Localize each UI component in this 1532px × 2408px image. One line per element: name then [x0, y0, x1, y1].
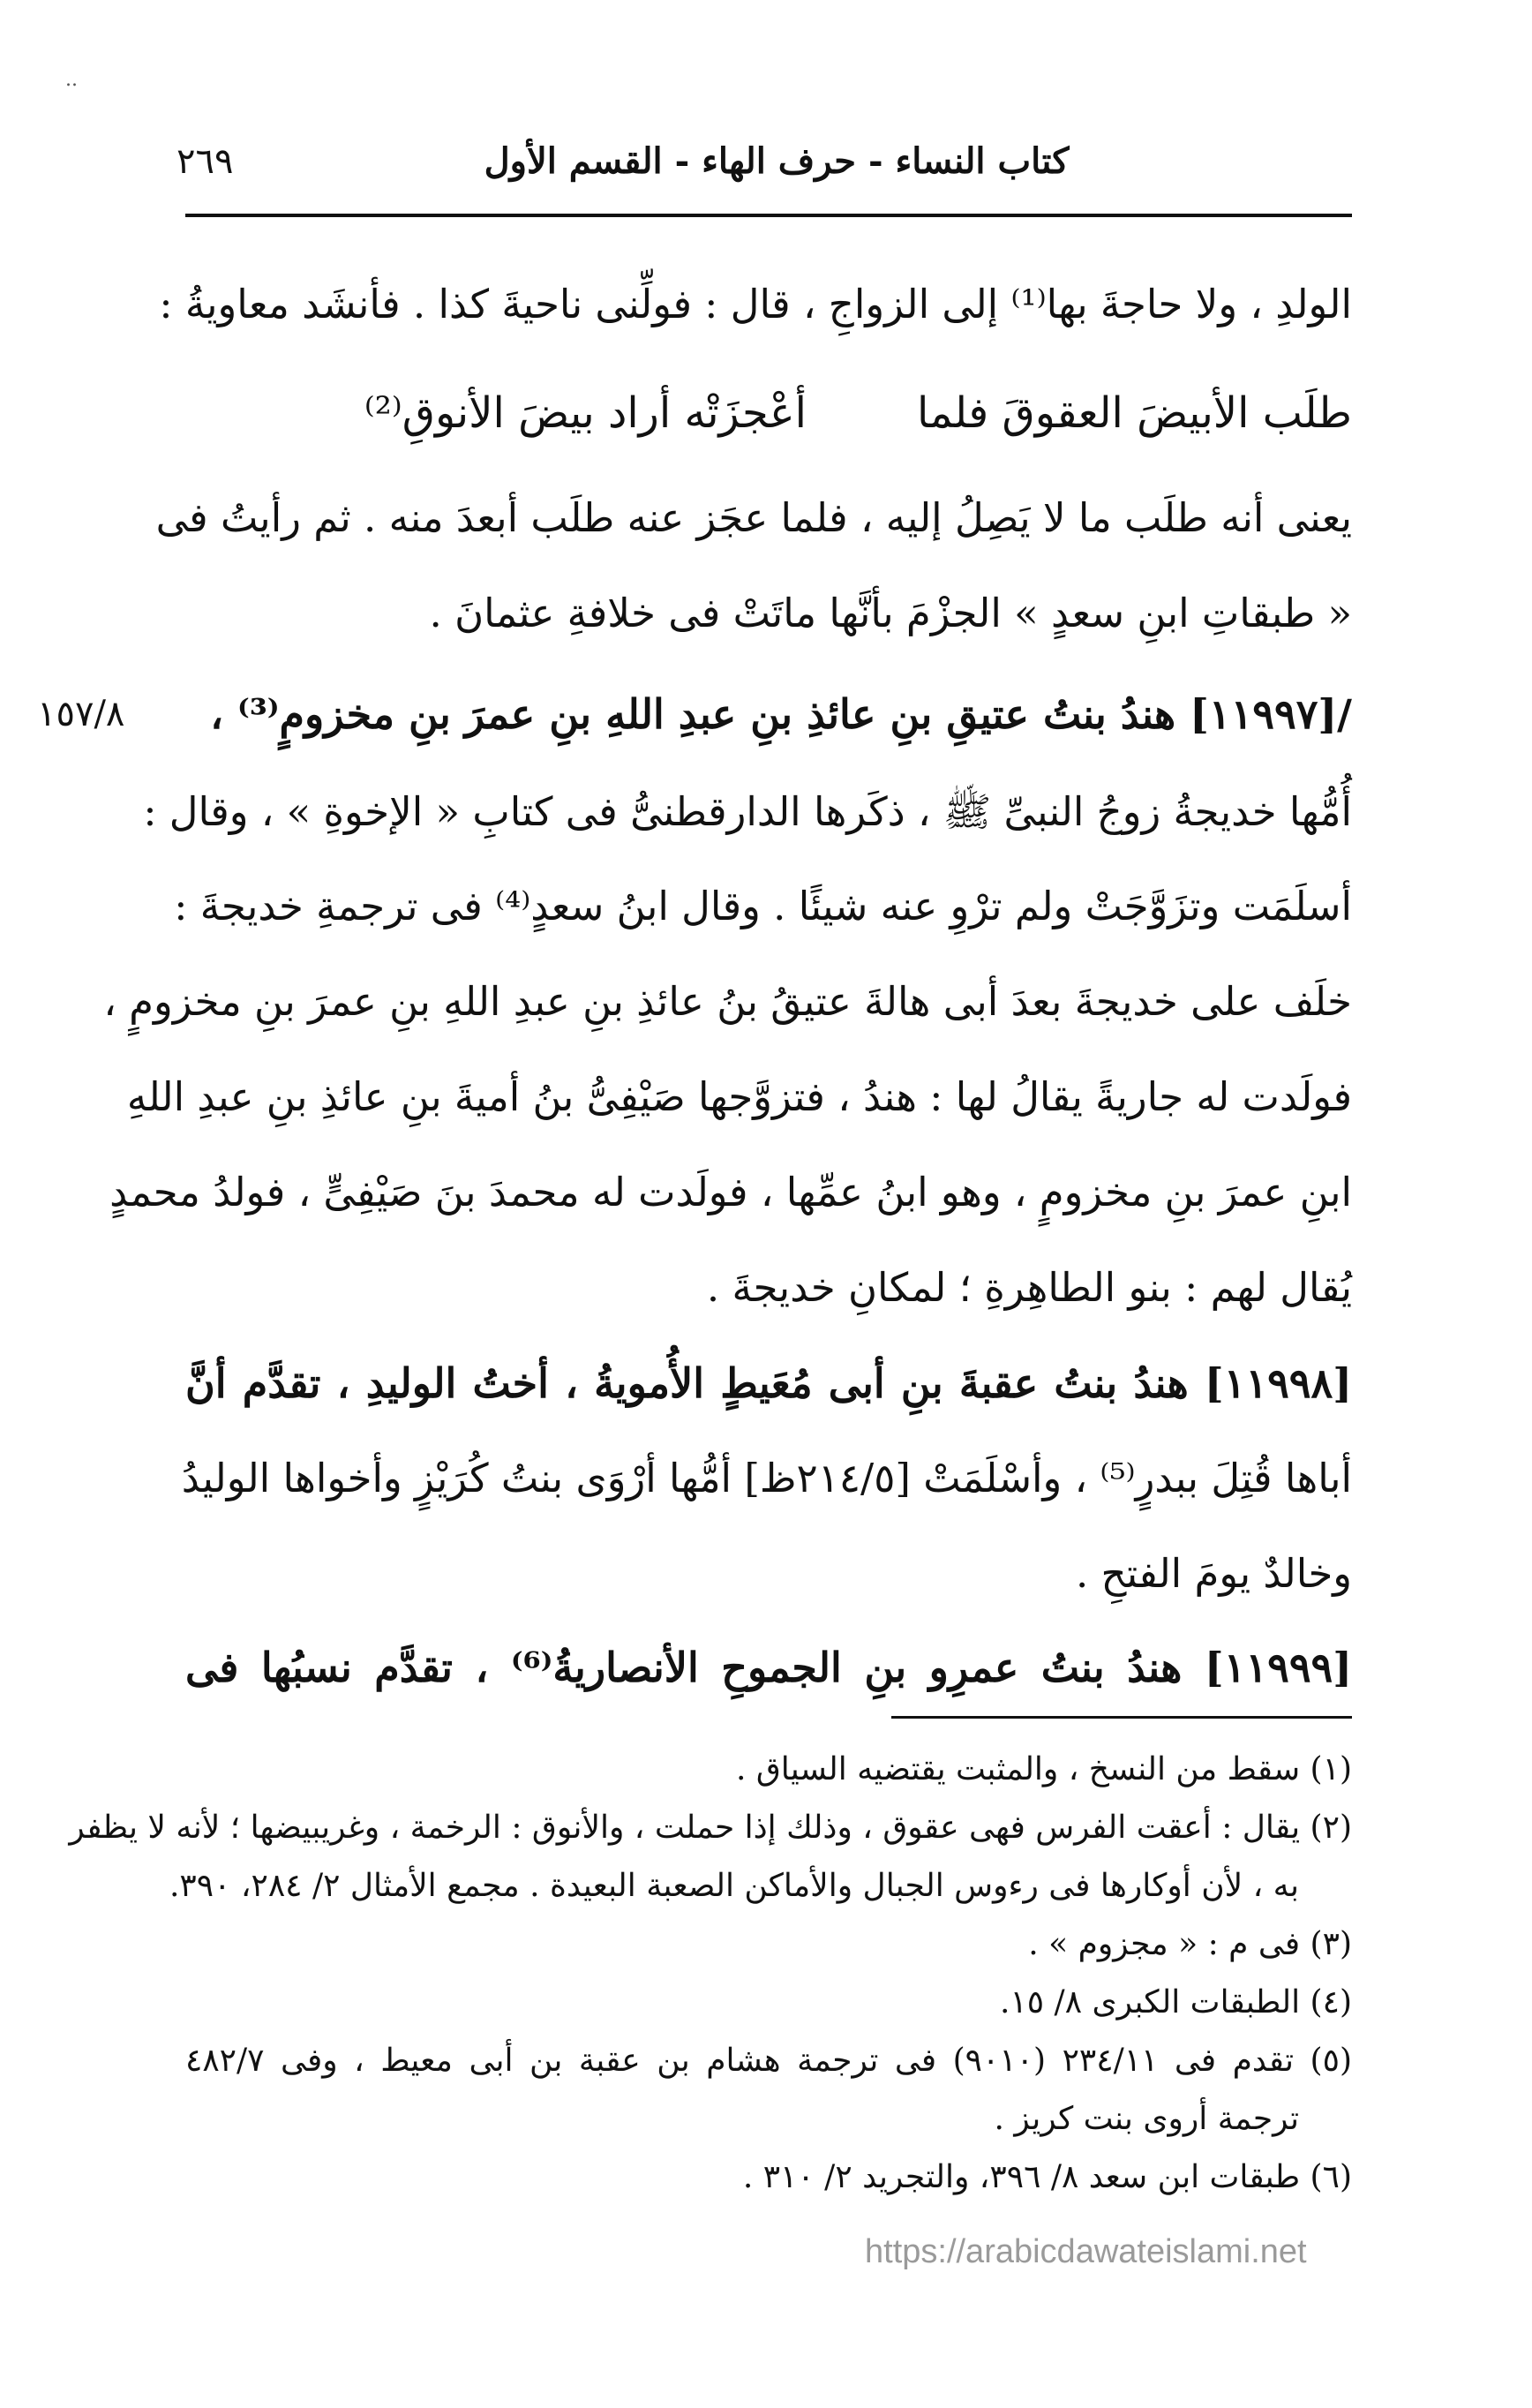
footnote-rule — [891, 1716, 1352, 1719]
verse-hemistich-left: أعْجزَتْه أراد بيضَ الأنوقِ⁽²⁾ — [364, 388, 807, 438]
footnote-2-cont: به ، لأن أوكارها فى رءوس الجبال والأماكن الصعبة البعيدة . مجمع الأمثال ٢/ ٢٨٤، ٣٩٠. — [169, 1868, 1299, 1904]
text-line: ابنِ عمرَ بنِ مخزومٍ ، وهو ابنُ عمِّها ، فولَدت له محمدَ بنَ صَيْفِىٍّ ، فولدُ محمدٍ — [109, 1169, 1352, 1215]
text-line: أباها قُتِلَ ببدرٍ⁽⁵⁾ ، وأسْلَمَتْ [٢١٤/٥ظ] أمُّها أرْوَى بنتُ كُرَيْزٍ وأخواها الوليدُ — [181, 1455, 1352, 1501]
text-line: خلَف على خديجةَ بعدَ أبى هالةَ عتيقُ بنُ عائذِ بنِ عبدِ اللهِ بنِ عمرَ بنِ مخزومٍ ، — [103, 978, 1352, 1025]
text-line: يُقال لهم : بنو الطاهِرةِ ؛ لمكانِ خديجةَ . — [706, 1264, 1352, 1311]
text-line: وخالدٌ يومَ الفتحِ . — [1075, 1550, 1352, 1597]
page-number: ٢٦٩ — [176, 141, 234, 182]
verse-hemistich-right: طلَب الأبيضَ العقوقَ فلما — [916, 388, 1352, 438]
text-line: الولدِ ، ولا حاجةَ بها⁽¹⁾ إلى الزواجِ ، قال : فولِّنى ناحيةَ كذا . فأنشَد معاويةُ : — [159, 281, 1352, 327]
entry-heading-11999: [١١٩٩٩] هندُ بنتُ عمرِو بنِ الجموحِ الأنصاريةُ⁽⁶⁾ ، تقدَّم نسبُها فى — [185, 1644, 1353, 1691]
footnote-6: (٦) طبقات ابن سعد ٨/ ٣٩٦، والتجريد ٢/ ٣١٠ . — [742, 2159, 1352, 2195]
text-line: أسلَمَت وتزَوَّجَتْ ولم ترْوِ عنه شيئًا . وقال ابنُ سعدٍ⁽⁴⁾ فى ترجمةِ خديجةَ : — [174, 883, 1352, 929]
header-rule — [185, 214, 1352, 217]
text-line: أُمُّها خديجةُ زوجُ النبىِّ ﷺ ، ذكَرها الدارقطنىُّ فى كتابِ « الإخوةِ » ، وقال : — [143, 788, 1352, 835]
footnote-1: (١) سقط من النسخ ، والمثبت يقتضيه السياق . — [735, 1751, 1352, 1787]
text-line: يعنى أنه طلَب ما لا يَصِلُ إليه ، فلما عجَز عنه طلَب أبعدَ منه . ثم رأيتُ فى — [155, 494, 1352, 541]
entry-heading-11997: /[١١٩٩٧] هندُ بنتُ عتيقِ بنِ عائذِ بنِ عبدِ اللهِ بنِ عمرَ بنِ مخزومٍ⁽³⁾ ، — [210, 690, 1352, 738]
entry-heading-11998: [١١٩٩٨] هندُ بنتُ عقبةَ بنِ أبى مُعَيطٍ الأُمويةُ ، أختُ الوليدِ ، تقدَّم أنَّ — [185, 1359, 1352, 1407]
margin-reference: ١٥٧/٨ — [37, 694, 125, 734]
footnote-5: (٥) تقدم فى ٢٣٤/١١ (٩٠١٠) فى ترجمة هشام بن عقبة بن أبى معيط ، وفى ٤٨٢/٧ — [185, 2043, 1352, 2079]
text-line: « طبقاتِ ابنِ سعدٍ » الجزْمَ بأنَّها ماتَتْ فى خلافةِ عثمانَ . — [429, 590, 1352, 636]
footnote-5-cont: ترجمة أروى بنت كريز . — [994, 2101, 1299, 2137]
footnote-2: (٢) يقال : أعقت الفرس فهى عقوق ، وذلك إذا حملت ، والأنوق : الرخمة ، وغريبيضها ؛ لأنه لا يظفر — [69, 1810, 1352, 1846]
running-header-title: كتاب النساء - حرف الهاء - القسم الأول — [484, 140, 1070, 182]
footnote-4: (٤) الطبقات الكبرى ٨/ ١٥. — [999, 1984, 1352, 2020]
text-line: فولَدت له جاريةً يقالُ لها : هندُ ، فتزوَّجها صَيْفِىُّ بنُ أميةَ بنِ عائذِ بنِ عبدِ اللهِ — [126, 1073, 1352, 1120]
watermark-url: https://arabicdawateislami.net — [865, 2233, 1307, 2270]
corner-mark: .. — [65, 69, 78, 91]
footnote-3: (٣) فى م : « مجزوم » . — [1028, 1926, 1352, 1962]
